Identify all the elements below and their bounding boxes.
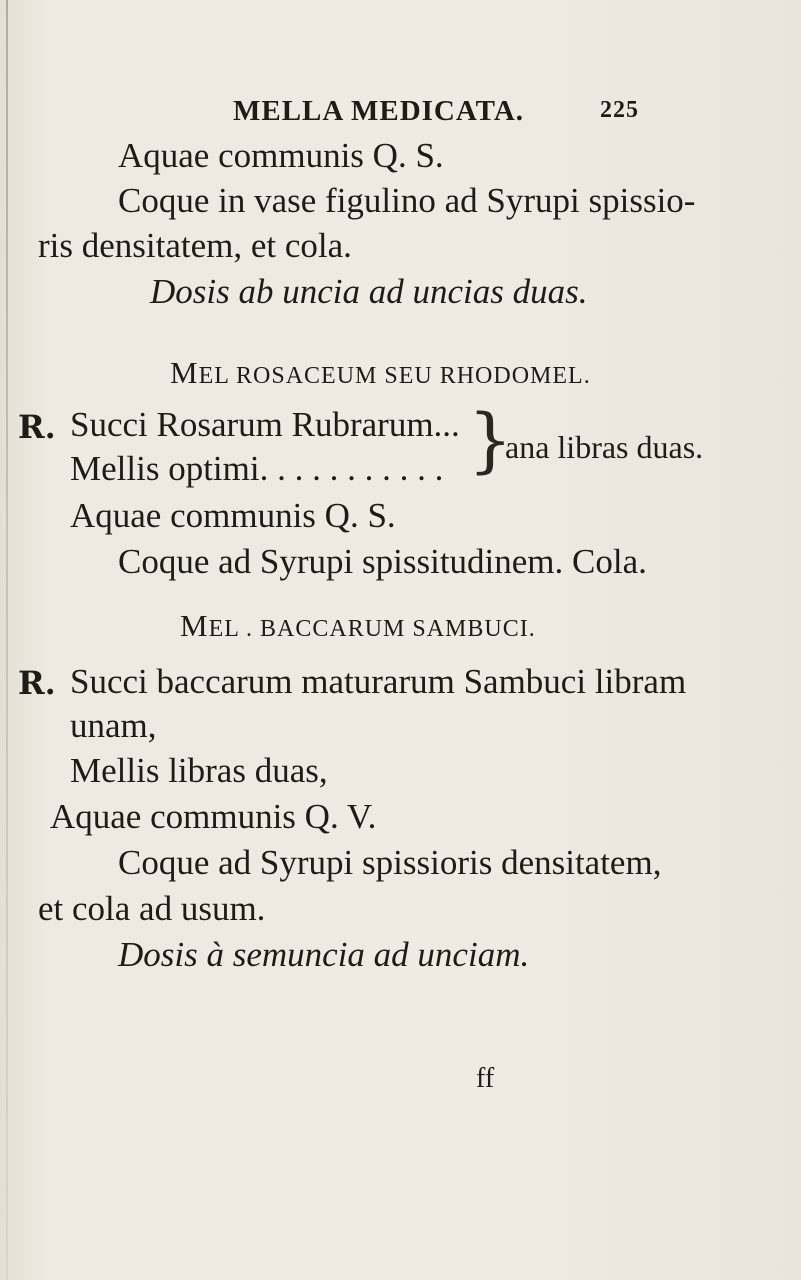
- recipe-symbol: R.: [18, 664, 56, 702]
- heading-initial: M: [180, 608, 209, 643]
- recipe-line: ris densitatem, et cola.: [38, 226, 352, 265]
- ingredient: Aquae communis Q. S.: [70, 496, 396, 535]
- heading-rest: EL . BACCARUM SAMBUCI.: [208, 616, 536, 642]
- ingredient: Mellis optimi. . . . . . . . . . .: [70, 449, 444, 488]
- section-heading: [180, 608, 536, 644]
- heading-rest: EL ROSACEUM SEU RHODOMEL.: [198, 363, 591, 389]
- instruction: et cola ad usum.: [38, 889, 266, 928]
- page-number: 225: [600, 97, 639, 123]
- ingredient: Succi baccarum maturarum Sambuci libram: [70, 662, 687, 701]
- ingredient: Succi Rosarum Rubrarum...: [70, 405, 460, 444]
- ingredient: Aquae communis Q. V.: [50, 797, 377, 836]
- brace-mark: }: [468, 399, 513, 481]
- ingredient: unam,: [70, 706, 157, 745]
- page-edge-shadow: [6, 0, 8, 1280]
- recipe-line: Aquae communis Q. S.: [118, 136, 444, 175]
- recipe-symbol: R.: [18, 408, 56, 446]
- instruction: Coque ad Syrupi spissioris densitatem,: [118, 843, 662, 882]
- dose-line: Dosis à semuncia ad unciam.: [118, 935, 530, 974]
- signature-mark: ff: [476, 1063, 495, 1094]
- running-title: MELLA MEDICATA.: [233, 95, 525, 127]
- heading-initial: M: [170, 355, 199, 390]
- section-heading: [170, 355, 591, 391]
- brace-label: ana libras duas.: [505, 429, 704, 465]
- instruction: Coque ad Syrupi spissitudinem. Cola.: [118, 542, 647, 581]
- recipe-line: Coque in vase figulino ad Syrupi spissio-: [118, 181, 696, 220]
- ingredient: Mellis libras duas,: [70, 751, 328, 790]
- dose-line: Dosis ab uncia ad uncias duas.: [150, 272, 588, 311]
